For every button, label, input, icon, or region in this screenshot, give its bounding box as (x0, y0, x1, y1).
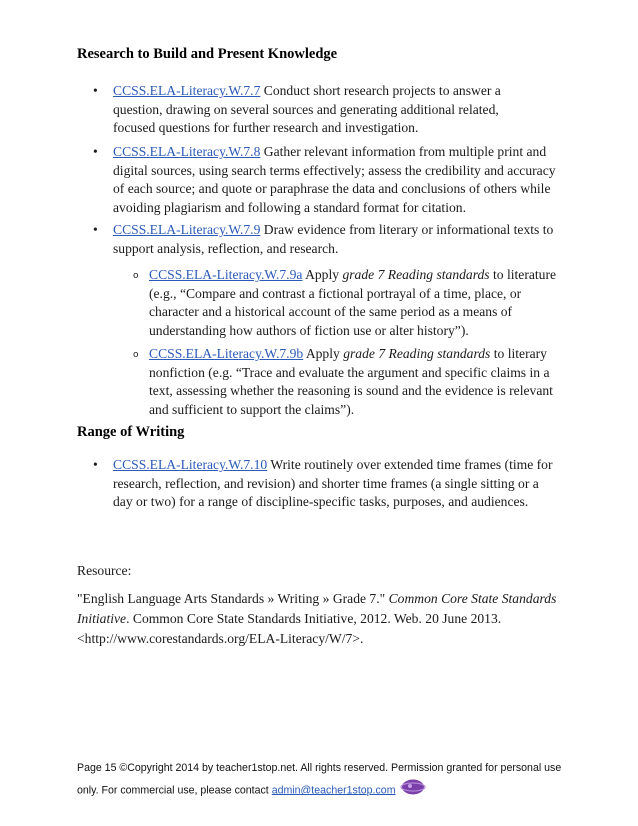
section-heading-research: Research to Build and Present Knowledge (77, 46, 338, 62)
list-item (93, 143, 563, 217)
standard-text: Write routinely over extended time frames (time for research, reflection, and revision) and shorter time frames (a single sitting or a day or two) for a range of discipline-specific tasks, purposes, and audiences. (113, 457, 553, 509)
contact-email-link[interactable]: admin@teacher1stop.com (271, 784, 396, 797)
bullet-icon: • (93, 83, 98, 98)
resource-label: Resource: (77, 563, 132, 578)
page-footer (77, 758, 567, 803)
standard-link-w78[interactable]: CCSS.ELA-Literacy.W.7.8 (113, 144, 261, 159)
citation: "English Language Arts Standards » Writing » Grade 7." Common Core State Standards Initiative. Common Core State Standards Initiative, 2012. Web. 20 June 2013. <http://www.corestandards.org/ELA-Literacy/W/7>. (77, 591, 557, 646)
emphasis-text: grade 7 Reading standards (342, 267, 490, 282)
standard-link-w77[interactable]: CCSS.ELA-Literacy.W.7.7 (113, 83, 261, 98)
footer-text: Page 15 ©Copyright 2014 by teacher1stop.net. All rights reserved. Permission granted for personal use only. For commercial use, please contact (77, 762, 562, 797)
standard-link-w79a[interactable]: CCSS.ELA-Literacy.W.7.9a (149, 267, 303, 282)
standard-link-w710[interactable]: CCSS.ELA-Literacy.W.7.10 (113, 457, 268, 472)
list-item (93, 456, 553, 512)
standard-link-w79[interactable]: CCSS.ELA-Literacy.W.7.9 (113, 222, 261, 237)
bullet-icon: • (93, 222, 98, 237)
section-heading-range: Range of Writing (77, 424, 185, 440)
sub-list-item: o CCSS.ELA-Literacy.W.7.9b Apply grade 7 Reading standards to literary nonfiction (e.g. “Trace and evaluate the argument and specific claims in a text, assessing whether the reasoning is sound and the evidence is relevant and sufficient to support the claims”). (133, 346, 553, 417)
bullet-icon: • (93, 457, 98, 472)
standard-text: Draw evidence from literary or informational texts to support analysis, reflection, and research. (113, 222, 554, 256)
bullet-icon: • (93, 144, 98, 159)
circle-bullet-icon: o (133, 271, 139, 281)
list-item (93, 221, 563, 258)
standard-text: Gather relevant information from multiple print and digital sources, using search terms effectively; assess the credibility and accuracy of each source; and quote or paraphrase the data and conclusions of others while avoiding plagiarism and following a standard format for citation. (113, 144, 556, 215)
sub-list-item: o CCSS.ELA-Literacy.W.7.9a Apply grade 7 Reading standards to literature (e.g., “Compare and contrast a fictional portrayal of a time, place, or character and a historical account of the same period as a means of understanding how authors of fiction use or alter history”). (133, 267, 557, 338)
standard-link-w79b[interactable]: CCSS.ELA-Literacy.W.7.9b (149, 346, 304, 361)
citation-title: Common Core State Standards Initiative (77, 591, 557, 626)
circle-bullet-icon: o (133, 350, 139, 360)
standard-text: Conduct short research projects to answer a question, drawing on several sources and generating additional related, focused questions for further research and investigation. (113, 83, 501, 135)
emphasis-text: grade 7 Reading standards (343, 346, 491, 361)
list-item (93, 82, 543, 138)
teacher1stop-logo-icon (400, 778, 426, 803)
